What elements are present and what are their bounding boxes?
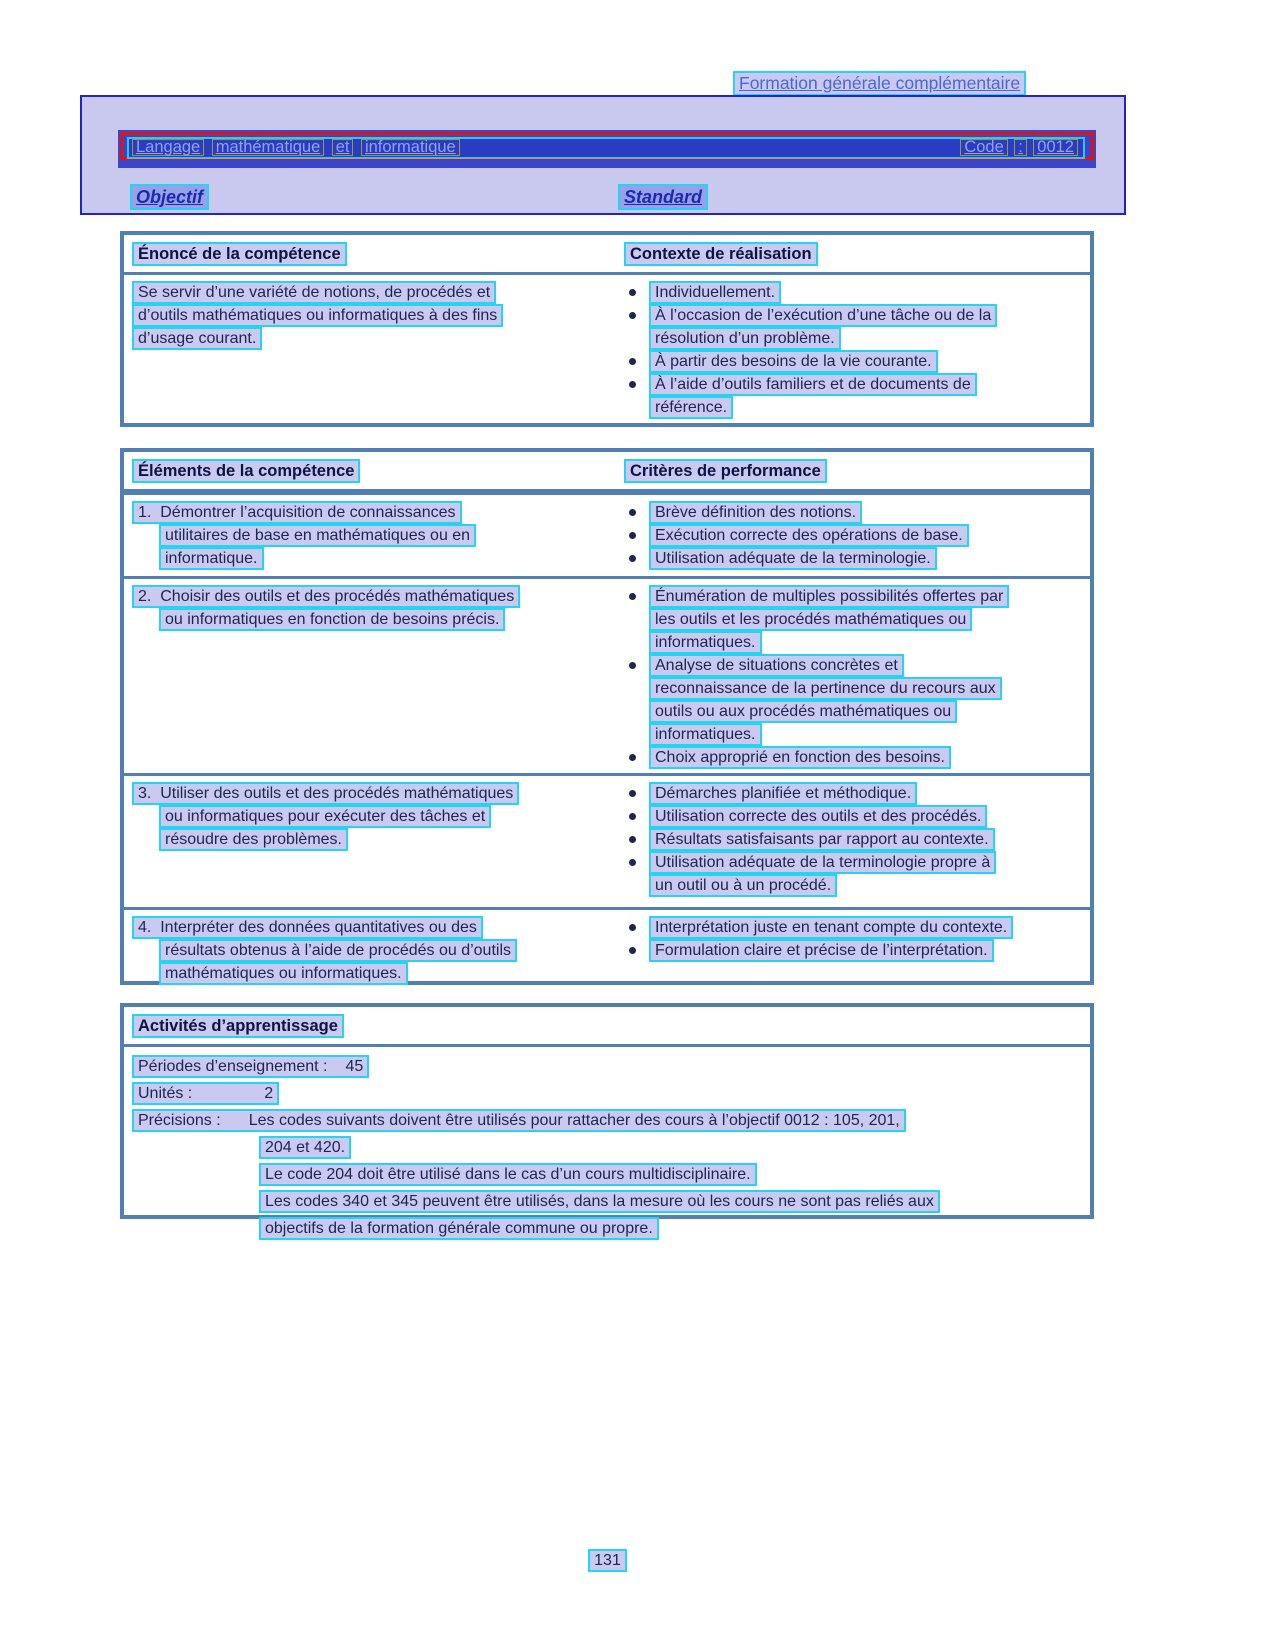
list-item: Démarches planifiée et méthodique. <box>626 782 1090 805</box>
enonce-line: d’outils mathématiques ou informatiques à des fins <box>132 304 503 327</box>
list-item-continuation: informatiques. <box>649 723 762 746</box>
bullet-icon <box>629 836 636 843</box>
precisions-row <box>132 1109 1090 1132</box>
enonce-table-body <box>124 275 1090 423</box>
bullet-icon <box>629 754 636 761</box>
list-item: Brève définition des notions. <box>626 501 1090 524</box>
list-item: Résultats satisfaisants par rapport au contexte. <box>626 828 1090 851</box>
list-item: Individuellement. <box>626 281 1090 304</box>
table-row <box>124 492 1090 576</box>
list-item: Énumération de multiples possibilités offertes par <box>626 585 1090 608</box>
objective-box <box>80 95 1126 215</box>
enonce-table-header <box>124 235 1090 275</box>
list-item: Exécution correcte des opérations de base. <box>626 524 1090 547</box>
element-cell: 4. Interpréter des données quantitatives ou des résultats obtenus à l’aide de procédés ou d’outils mathématiques ou informatiques. <box>132 916 624 986</box>
list-item: Utilisation correcte des outils et des procédés. <box>626 805 1090 828</box>
course-title <box>132 139 463 157</box>
precisions-continuation: 204 et 420. <box>132 1136 1090 1159</box>
precisions-line: Les codes suivants doivent être utilisés pour rattacher des cours à l’objectif 0012 : 105, 201, <box>248 1112 900 1129</box>
list-item-continuation: les outils et les procédés mathématiques ou <box>649 608 972 631</box>
list-item: Interprétation juste en tenant compte du contexte. <box>626 916 1090 939</box>
enonce-table <box>120 231 1094 427</box>
bullet-icon <box>629 813 636 820</box>
enonce-header-right: Contexte de réalisation <box>624 242 818 266</box>
elements-header-right: Critères de performance <box>624 459 827 483</box>
precisions-label: Précisions : <box>138 1112 221 1129</box>
table-row <box>124 773 1090 907</box>
element-cell: 3. Utiliser des outils et des procédés mathématiques ou informatiques pour exécuter des tâches et résoudre des problèmes. <box>132 782 624 903</box>
precisions-continuation: objectifs de la formation générale commune ou propre. <box>132 1217 1090 1240</box>
activites-table-header <box>124 1007 1090 1047</box>
bullet-icon <box>629 790 636 797</box>
list-item: Utilisation adéquate de la terminologie. <box>626 547 1090 570</box>
bullet-icon <box>629 509 636 516</box>
category-heading-text: Formation générale complémentaire <box>733 71 1026 96</box>
precisions-continuation: Le code 204 doit être utilisé dans le cas d’un cours multidisciplinaire. <box>132 1163 1090 1186</box>
activites-table-body <box>124 1047 1090 1250</box>
enonce-line: Se servir d’une variété de notions, de procédés et <box>132 281 496 304</box>
elements-table <box>120 448 1094 985</box>
precisions-continuation: Les codes 340 et 345 peuvent être utilisés, dans la mesure où les cours ne sont pas reliés aux <box>132 1190 1090 1213</box>
element-cell: 1. Démontrer l’acquisition de connaissances utilitaires de base en mathématiques ou en informatique. <box>132 501 624 572</box>
standard-label: Standard <box>618 184 708 210</box>
list-item-continuation: résolution d’un problème. <box>649 327 841 350</box>
list-item: Utilisation adéquate de la terminologie propre à <box>626 851 1090 874</box>
unites-value: 2 <box>264 1085 274 1102</box>
code-separator: : <box>1014 139 1027 156</box>
table-row <box>124 576 1090 773</box>
list-item-continuation: un outil ou à un procédé. <box>649 874 837 897</box>
periodes-value: 45 <box>345 1058 364 1075</box>
code-label: Code <box>960 139 1007 156</box>
criteres-cell <box>624 501 1090 572</box>
unites-row <box>132 1082 1090 1105</box>
unites-label: Unités : <box>138 1085 193 1102</box>
activites-table <box>120 1003 1094 1237</box>
criteres-cell <box>624 916 1090 986</box>
list-item-continuation: reconnaissance de la pertinence du recours aux <box>649 677 1002 700</box>
bullet-icon <box>629 555 636 562</box>
list-item: À l’occasion de l’exécution d’une tâche ou de la <box>626 304 1090 327</box>
enonce-line: d’usage courant. <box>132 327 262 350</box>
title-word: Langage <box>132 139 204 156</box>
list-item-continuation: référence. <box>649 396 733 419</box>
list-item-continuation: informatiques. <box>649 631 762 654</box>
periodes-row <box>132 1055 1090 1078</box>
page-number: 131 <box>0 1549 1215 1572</box>
elements-header-left: Éléments de la compétence <box>132 459 360 483</box>
title-line <box>127 137 1085 159</box>
periodes-label: Périodes d’enseignement : <box>138 1058 328 1075</box>
table-row <box>124 907 1090 990</box>
course-code <box>960 139 1080 157</box>
list-item: Formulation claire et précise de l’interprétation. <box>626 939 1090 962</box>
code-value: 0012 <box>1033 139 1078 156</box>
title-word: informatique <box>361 139 460 156</box>
enonce-cell <box>132 281 624 419</box>
list-item-continuation: outils ou aux procédés mathématiques ou <box>649 700 957 723</box>
bullet-icon <box>629 662 636 669</box>
bullet-icon <box>629 947 636 954</box>
list-item: Choix approprié en fonction des besoins. <box>626 746 1090 769</box>
bullet-icon <box>629 859 636 866</box>
bullet-icon <box>629 312 636 319</box>
title-bar-red-frame <box>120 132 1094 160</box>
criteres-cell <box>624 782 1090 903</box>
element-cell: 2. Choisir des outils et des procédés mathématiques ou informatiques en fonction de besoins précis. <box>132 585 624 769</box>
objectif-label: Objectif <box>130 184 209 210</box>
bullet-icon <box>629 289 636 296</box>
activites-title: Activités d’apprentissage <box>132 1014 344 1038</box>
bullet-icon <box>629 358 636 365</box>
bullet-icon <box>629 381 636 388</box>
contexte-cell <box>624 281 1090 419</box>
title-word: mathématique <box>212 139 325 156</box>
elements-table-header <box>124 452 1090 492</box>
title-bar <box>118 130 1096 168</box>
criteres-cell <box>624 585 1090 769</box>
enonce-header-left: Énoncé de la compétence <box>132 242 347 266</box>
bullet-icon <box>629 593 636 600</box>
list-item: Analyse de situations concrètes et <box>626 654 1090 677</box>
list-item: À partir des besoins de la vie courante. <box>626 350 1090 373</box>
bullet-icon <box>629 924 636 931</box>
bullet-icon <box>629 532 636 539</box>
category-heading <box>733 71 1026 96</box>
title-word: et <box>332 139 354 156</box>
list-item: À l’aide d’outils familiers et de documents de <box>626 373 1090 396</box>
